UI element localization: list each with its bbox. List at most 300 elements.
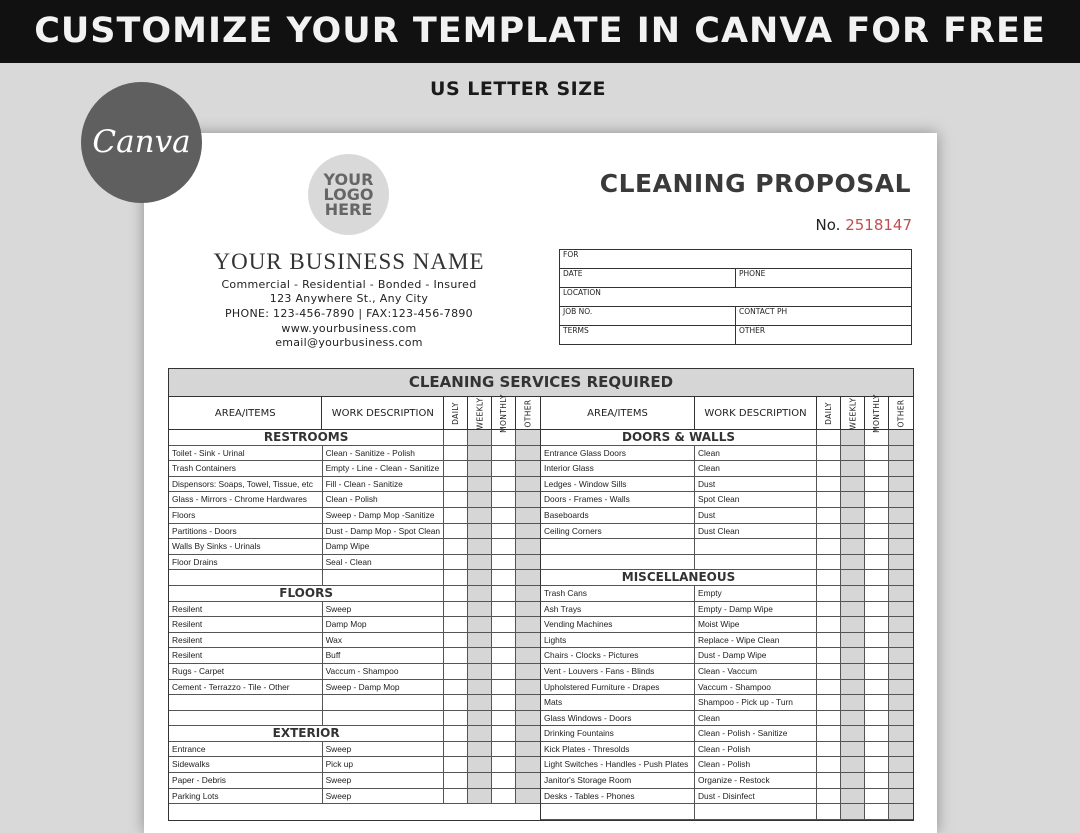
area-item-cell[interactable]: Chairs - Clocks - Pictures [541, 648, 695, 663]
area-item-cell[interactable]: Lights [541, 633, 695, 648]
frequency-checkbox[interactable] [444, 680, 468, 695]
frequency-checkbox[interactable] [889, 648, 913, 663]
frequency-checkbox[interactable] [492, 633, 516, 648]
area-item-cell[interactable]: Vending Machines [541, 617, 695, 632]
frequency-checkbox[interactable] [468, 773, 492, 788]
frequency-checkbox[interactable] [444, 711, 468, 726]
work-description-cell[interactable]: Pick up [323, 757, 445, 772]
frequency-checkbox[interactable] [817, 570, 841, 585]
work-description-cell[interactable]: Sweep - Damp Mop [323, 680, 445, 695]
work-description-cell[interactable]: Empty - Line - Clean - Sanitize [323, 461, 445, 476]
work-description-cell[interactable] [323, 570, 445, 585]
frequency-checkbox[interactable] [492, 524, 516, 539]
frequency-checkbox[interactable] [444, 664, 468, 679]
work-description-cell[interactable] [323, 711, 445, 726]
work-description-cell[interactable]: Vaccum - Shampoo [695, 680, 817, 695]
frequency-checkbox[interactable] [516, 757, 540, 772]
frequency-checkbox[interactable] [865, 602, 889, 617]
work-description-cell[interactable]: Vaccum - Shampoo [323, 664, 445, 679]
frequency-checkbox[interactable] [516, 477, 540, 492]
table-row [169, 492, 540, 508]
frequency-checkbox[interactable] [841, 570, 865, 585]
frequency-checkbox[interactable] [516, 492, 540, 507]
frequency-checkbox[interactable] [841, 680, 865, 695]
area-item-cell[interactable]: Interior Glass [541, 461, 695, 476]
frequency-checkbox[interactable] [468, 617, 492, 632]
frequency-checkbox[interactable] [817, 617, 841, 632]
frequency-checkbox[interactable] [468, 539, 492, 554]
frequency-checkbox[interactable] [865, 742, 889, 757]
frequency-checkbox[interactable] [492, 492, 516, 507]
frequency-checkbox[interactable] [889, 508, 913, 523]
frequency-checkbox[interactable] [841, 617, 865, 632]
field-other[interactable]: OTHER [736, 326, 912, 345]
frequency-checkbox[interactable] [492, 789, 516, 804]
frequency-checkbox[interactable] [817, 680, 841, 695]
work-description-cell[interactable]: Clean - Polish [695, 757, 817, 772]
work-description-cell[interactable]: Sweep [323, 602, 445, 617]
frequency-checkbox[interactable] [865, 633, 889, 648]
frequency-checkbox[interactable] [841, 508, 865, 523]
frequency-checkbox[interactable] [817, 789, 841, 804]
area-item-cell[interactable]: Mats [541, 695, 695, 710]
frequency-checkbox[interactable] [516, 664, 540, 679]
frequency-checkbox[interactable] [444, 773, 468, 788]
frequency-checkbox[interactable] [444, 430, 468, 445]
work-description-cell[interactable]: Sweep - Damp Mop -Sanitize [323, 508, 445, 523]
frequency-checkbox[interactable] [492, 446, 516, 461]
business-tagline: Commercial - Residential - Bonded - Insured [221, 278, 477, 291]
frequency-checkbox[interactable] [492, 539, 516, 554]
frequency-checkbox[interactable] [817, 492, 841, 507]
frequency-checkbox[interactable] [444, 742, 468, 757]
work-description-cell[interactable]: Clean - Vaccum [695, 664, 817, 679]
frequency-checkbox[interactable] [516, 742, 540, 757]
field-phone[interactable]: PHONE [736, 269, 912, 288]
work-description-cell[interactable]: Organize - Restock [695, 773, 817, 788]
frequency-checkbox[interactable] [444, 508, 468, 523]
proposal-number-value: 2518147 [845, 216, 912, 234]
frequency-checkbox[interactable] [889, 555, 913, 570]
frequency-checkbox[interactable] [468, 461, 492, 476]
area-item-cell[interactable]: Upholstered Furniture - Drapes [541, 680, 695, 695]
frequency-checkbox[interactable] [865, 492, 889, 507]
frequency-checkbox[interactable] [841, 492, 865, 507]
frequency-checkbox[interactable] [468, 570, 492, 585]
area-item-cell[interactable]: Rugs - Carpet [169, 664, 323, 679]
area-item-cell[interactable]: Entrance Glass Doors [541, 446, 695, 461]
frequency-checkbox[interactable] [841, 757, 865, 772]
frequency-checkbox[interactable] [817, 602, 841, 617]
work-description-cell[interactable]: Dust - Disinfect [695, 789, 817, 804]
frequency-checkbox[interactable] [468, 430, 492, 445]
frequency-checkbox[interactable] [817, 461, 841, 476]
work-description-cell[interactable]: Clean [695, 461, 817, 476]
area-item-cell[interactable]: Kick Plates - Thresolds [541, 742, 695, 757]
area-item-cell[interactable]: Trash Containers [169, 461, 323, 476]
work-description-cell[interactable]: Replace - Wipe Clean [695, 633, 817, 648]
field-date[interactable]: DATE [560, 269, 736, 288]
area-item-cell[interactable]: Drinking Fountains [541, 726, 695, 741]
frequency-checkbox[interactable] [516, 680, 540, 695]
frequency-checkbox[interactable] [516, 773, 540, 788]
area-item-cell[interactable]: Paper - Debris [169, 773, 323, 788]
frequency-checkbox[interactable] [444, 617, 468, 632]
frequency-checkbox[interactable] [468, 633, 492, 648]
area-item-cell[interactable] [169, 695, 323, 710]
work-description-cell[interactable]: Sweep [323, 742, 445, 757]
frequency-checkbox[interactable] [468, 726, 492, 741]
frequency-checkbox[interactable] [444, 648, 468, 663]
work-description-cell[interactable]: Wax [323, 633, 445, 648]
area-item-cell[interactable]: Janitor's Storage Room [541, 773, 695, 788]
frequency-checkbox[interactable] [516, 602, 540, 617]
frequency-checkbox[interactable] [889, 586, 913, 601]
frequency-checkbox[interactable] [841, 711, 865, 726]
field-for[interactable]: FOR [560, 250, 912, 269]
area-item-cell[interactable]: Ash Trays [541, 602, 695, 617]
frequency-checkbox[interactable] [516, 695, 540, 710]
frequency-checkbox[interactable] [889, 492, 913, 507]
frequency-checkbox[interactable] [492, 742, 516, 757]
frequency-checkbox[interactable] [889, 633, 913, 648]
frequency-checkbox[interactable] [468, 555, 492, 570]
frequency-checkbox[interactable] [444, 633, 468, 648]
frequency-checkbox[interactable] [468, 602, 492, 617]
frequency-checkbox[interactable] [817, 524, 841, 539]
frequency-checkbox[interactable] [817, 633, 841, 648]
frequency-checkbox[interactable] [841, 789, 865, 804]
frequency-checkbox[interactable] [468, 711, 492, 726]
frequency-checkbox[interactable] [817, 446, 841, 461]
frequency-checkbox[interactable] [889, 726, 913, 741]
work-description-cell[interactable]: Sweep [323, 773, 445, 788]
frequency-checkbox[interactable] [492, 757, 516, 772]
area-item-cell[interactable]: Glass - Mirrors - Chrome Hardwares [169, 492, 323, 507]
work-description-cell[interactable] [323, 695, 445, 710]
area-item-cell[interactable]: Ledges - Window Sills [541, 477, 695, 492]
work-description-cell[interactable]: Empty - Damp Wipe [695, 602, 817, 617]
work-description-cell[interactable]: Damp Mop [323, 617, 445, 632]
frequency-checkbox[interactable] [468, 586, 492, 601]
frequency-checkbox[interactable] [865, 726, 889, 741]
frequency-checkbox[interactable] [889, 664, 913, 679]
area-item-cell[interactable]: Partitions - Doors [169, 524, 323, 539]
frequency-checkbox[interactable] [492, 680, 516, 695]
frequency-checkbox[interactable] [865, 789, 889, 804]
area-item-cell[interactable]: Light Switches - Handles - Push Plates [541, 757, 695, 772]
frequency-checkbox[interactable] [865, 680, 889, 695]
area-item-cell[interactable]: Baseboards [541, 508, 695, 523]
frequency-checkbox[interactable] [841, 430, 865, 445]
frequency-checkbox[interactable] [468, 664, 492, 679]
frequency-checkbox[interactable] [865, 757, 889, 772]
area-item-cell[interactable]: Floor Drains [169, 555, 323, 570]
frequency-checkbox[interactable] [865, 446, 889, 461]
frequency-checkbox[interactable] [841, 633, 865, 648]
work-description-cell[interactable]: Shampoo - Pick up - Turn [695, 695, 817, 710]
table-row [169, 446, 540, 462]
area-item-cell[interactable] [169, 711, 323, 726]
work-description-cell[interactable]: Seal - Clean [323, 555, 445, 570]
work-description-cell[interactable]: Clean [695, 711, 817, 726]
area-item-cell[interactable]: Resilent [169, 633, 323, 648]
header-weekly: WEEKLY [475, 397, 485, 429]
frequency-checkbox[interactable] [444, 695, 468, 710]
frequency-checkbox[interactable] [889, 477, 913, 492]
frequency-checkbox[interactable] [817, 804, 841, 819]
area-item-cell[interactable] [541, 539, 695, 554]
frequency-checkbox[interactable] [516, 539, 540, 554]
frequency-checkbox[interactable] [865, 555, 889, 570]
frequency-checkbox[interactable] [492, 773, 516, 788]
frequency-checkbox[interactable] [865, 524, 889, 539]
work-description-cell[interactable]: Dust - Damp Mop - Spot Clean [323, 524, 445, 539]
frequency-checkbox[interactable] [889, 711, 913, 726]
area-item-cell[interactable] [541, 804, 695, 819]
area-item-cell[interactable]: Doors - Frames - Walls [541, 492, 695, 507]
frequency-checkbox[interactable] [889, 742, 913, 757]
frequency-checkbox[interactable] [516, 586, 540, 601]
frequency-checkbox[interactable] [841, 555, 865, 570]
work-description-cell[interactable]: Clean - Sanitize - Polish [323, 446, 445, 461]
frequency-checkbox[interactable] [468, 446, 492, 461]
frequency-checkbox[interactable] [492, 617, 516, 632]
work-description-cell[interactable]: Empty [695, 586, 817, 601]
table-row [541, 773, 913, 789]
frequency-checkbox[interactable] [492, 711, 516, 726]
frequency-checkbox[interactable] [444, 446, 468, 461]
area-item-cell[interactable]: Trash Cans [541, 586, 695, 601]
frequency-checkbox[interactable] [492, 555, 516, 570]
area-item-cell[interactable]: Vent - Louvers - Fans - Blinds [541, 664, 695, 679]
frequency-checkbox[interactable] [817, 539, 841, 554]
frequency-checkbox[interactable] [468, 757, 492, 772]
frequency-checkbox[interactable] [841, 524, 865, 539]
frequency-checkbox[interactable] [444, 757, 468, 772]
work-description-cell[interactable]: Clean [695, 446, 817, 461]
frequency-checkbox[interactable] [516, 648, 540, 663]
frequency-checkbox[interactable] [444, 789, 468, 804]
frequency-checkbox[interactable] [444, 539, 468, 554]
work-description-cell[interactable]: Clean - Polish [323, 492, 445, 507]
frequency-checkbox[interactable] [817, 711, 841, 726]
right-rows [541, 430, 913, 820]
table-row [541, 477, 913, 493]
frequency-checkbox[interactable] [492, 664, 516, 679]
frequency-checkbox[interactable] [516, 555, 540, 570]
frequency-checkbox[interactable] [889, 461, 913, 476]
frequency-checkbox[interactable] [889, 804, 913, 819]
frequency-checkbox[interactable] [492, 586, 516, 601]
frequency-checkbox[interactable] [516, 508, 540, 523]
frequency-checkbox[interactable] [516, 570, 540, 585]
frequency-checkbox[interactable] [444, 461, 468, 476]
frequency-checkbox[interactable] [817, 773, 841, 788]
frequency-checkbox[interactable] [889, 539, 913, 554]
field-job-no[interactable]: JOB NO. [560, 307, 736, 326]
work-description-cell[interactable]: Spot Clean [695, 492, 817, 507]
frequency-checkbox[interactable] [841, 586, 865, 601]
frequency-checkbox[interactable] [841, 477, 865, 492]
area-item-cell[interactable] [541, 555, 695, 570]
area-item-cell[interactable]: Parking Lots [169, 789, 323, 804]
work-description-cell[interactable]: Dust [695, 508, 817, 523]
frequency-checkbox[interactable] [865, 586, 889, 601]
work-description-cell[interactable]: Buff [323, 648, 445, 663]
frequency-checkbox[interactable] [817, 742, 841, 757]
frequency-checkbox[interactable] [444, 586, 468, 601]
frequency-checkbox[interactable] [841, 461, 865, 476]
work-description-cell[interactable] [695, 539, 817, 554]
work-description-cell[interactable]: Dust [695, 477, 817, 492]
frequency-checkbox[interactable] [817, 477, 841, 492]
frequency-checkbox[interactable] [841, 773, 865, 788]
frequency-checkbox[interactable] [889, 695, 913, 710]
frequency-checkbox[interactable] [817, 726, 841, 741]
frequency-checkbox[interactable] [817, 430, 841, 445]
area-item-cell[interactable]: Resilent [169, 617, 323, 632]
frequency-checkbox[interactable] [889, 773, 913, 788]
work-description-cell[interactable]: Clean - Polish [695, 742, 817, 757]
frequency-checkbox[interactable] [865, 539, 889, 554]
field-terms[interactable]: TERMS [560, 326, 736, 345]
frequency-checkbox[interactable] [865, 773, 889, 788]
frequency-checkbox[interactable] [492, 602, 516, 617]
area-item-cell[interactable]: Cement - Terrazzo - Tile - Other [169, 680, 323, 695]
frequency-checkbox[interactable] [865, 477, 889, 492]
frequency-checkbox[interactable] [817, 757, 841, 772]
frequency-checkbox[interactable] [889, 524, 913, 539]
frequency-checkbox[interactable] [444, 477, 468, 492]
frequency-checkbox[interactable] [468, 648, 492, 663]
area-item-cell[interactable]: Dispensors: Soaps, Towel, Tissue, etc [169, 477, 323, 492]
frequency-checkbox[interactable] [889, 446, 913, 461]
work-description-cell[interactable] [695, 555, 817, 570]
frequency-checkbox[interactable] [865, 664, 889, 679]
frequency-checkbox[interactable] [865, 461, 889, 476]
frequency-checkbox[interactable] [817, 508, 841, 523]
frequency-checkbox[interactable] [817, 664, 841, 679]
frequency-checkbox[interactable] [889, 602, 913, 617]
frequency-checkbox[interactable] [444, 555, 468, 570]
frequency-checkbox[interactable] [468, 742, 492, 757]
area-item-cell[interactable]: Resilent [169, 648, 323, 663]
work-description-cell[interactable] [695, 804, 817, 819]
frequency-checkbox[interactable] [865, 508, 889, 523]
work-description-cell[interactable]: Clean - Polish - Sanitize [695, 726, 817, 741]
area-item-cell[interactable]: Walls By Sinks - Urinals [169, 539, 323, 554]
frequency-checkbox[interactable] [516, 617, 540, 632]
frequency-checkbox[interactable] [817, 695, 841, 710]
frequency-checkbox[interactable] [865, 648, 889, 663]
frequency-checkbox[interactable] [889, 430, 913, 445]
frequency-checkbox[interactable] [841, 664, 865, 679]
field-location[interactable]: LOCATION [560, 288, 912, 307]
frequency-checkbox[interactable] [516, 633, 540, 648]
frequency-checkbox[interactable] [889, 570, 913, 585]
area-item-cell[interactable]: Resilent [169, 602, 323, 617]
work-description-cell[interactable]: Moist Wipe [695, 617, 817, 632]
frequency-checkbox[interactable] [516, 524, 540, 539]
frequency-checkbox[interactable] [889, 680, 913, 695]
frequency-checkbox[interactable] [468, 695, 492, 710]
frequency-checkbox[interactable] [516, 446, 540, 461]
frequency-checkbox[interactable] [516, 789, 540, 804]
frequency-checkbox[interactable] [468, 477, 492, 492]
frequency-checkbox[interactable] [817, 648, 841, 663]
frequency-checkbox[interactable] [444, 524, 468, 539]
frequency-checkbox[interactable] [444, 602, 468, 617]
area-item-cell[interactable]: Ceiling Corners [541, 524, 695, 539]
business-email: email@yourbusiness.com [275, 336, 423, 349]
frequency-checkbox[interactable] [841, 742, 865, 757]
work-description-cell[interactable]: Sweep [323, 789, 445, 804]
frequency-checkbox[interactable] [492, 695, 516, 710]
frequency-checkbox[interactable] [889, 789, 913, 804]
frequency-checkbox[interactable] [865, 570, 889, 585]
table-row [169, 664, 540, 680]
area-item-cell[interactable]: Toilet - Sink - Urinal [169, 446, 323, 461]
area-item-cell[interactable]: Desks - Tables - Phones [541, 789, 695, 804]
frequency-checkbox[interactable] [865, 711, 889, 726]
area-item-cell[interactable] [169, 570, 323, 585]
frequency-checkbox[interactable] [492, 477, 516, 492]
field-contact-ph[interactable]: CONTACT PH [736, 307, 912, 326]
work-description-cell[interactable]: Damp Wipe [323, 539, 445, 554]
frequency-checkbox[interactable] [865, 695, 889, 710]
frequency-checkbox[interactable] [865, 804, 889, 819]
frequency-checkbox[interactable] [492, 570, 516, 585]
frequency-checkbox[interactable] [444, 492, 468, 507]
frequency-checkbox[interactable] [444, 570, 468, 585]
frequency-checkbox[interactable] [468, 524, 492, 539]
frequency-checkbox[interactable] [468, 508, 492, 523]
frequency-checkbox[interactable] [841, 648, 865, 663]
frequency-checkbox[interactable] [492, 461, 516, 476]
frequency-checkbox[interactable] [492, 726, 516, 741]
frequency-checkbox[interactable] [817, 586, 841, 601]
frequency-checkbox[interactable] [841, 695, 865, 710]
work-description-cell[interactable]: Dust - Damp Wipe [695, 648, 817, 663]
frequency-checkbox[interactable] [817, 555, 841, 570]
frequency-checkbox[interactable] [841, 539, 865, 554]
frequency-checkbox[interactable] [468, 789, 492, 804]
frequency-checkbox[interactable] [516, 430, 540, 445]
frequency-checkbox[interactable] [516, 711, 540, 726]
area-item-cell[interactable]: Floors [169, 508, 323, 523]
work-description-cell[interactable]: Dust Clean [695, 524, 817, 539]
frequency-checkbox[interactable] [492, 648, 516, 663]
frequency-checkbox[interactable] [468, 492, 492, 507]
frequency-checkbox[interactable] [889, 757, 913, 772]
frequency-checkbox[interactable] [468, 680, 492, 695]
frequency-checkbox[interactable] [841, 446, 865, 461]
frequency-checkbox[interactable] [865, 617, 889, 632]
frequency-checkbox[interactable] [516, 461, 540, 476]
area-item-cell[interactable]: Sidewalks [169, 757, 323, 772]
frequency-checkbox[interactable] [841, 804, 865, 819]
area-item-cell[interactable]: Entrance [169, 742, 323, 757]
frequency-checkbox[interactable] [889, 617, 913, 632]
frequency-checkbox[interactable] [444, 726, 468, 741]
work-description-cell[interactable]: Fill - Clean - Sanitize [323, 477, 445, 492]
frequency-checkbox[interactable] [492, 508, 516, 523]
frequency-checkbox[interactable] [841, 726, 865, 741]
frequency-checkbox[interactable] [516, 726, 540, 741]
frequency-checkbox[interactable] [841, 602, 865, 617]
area-item-cell[interactable]: Glass Windows - Doors [541, 711, 695, 726]
